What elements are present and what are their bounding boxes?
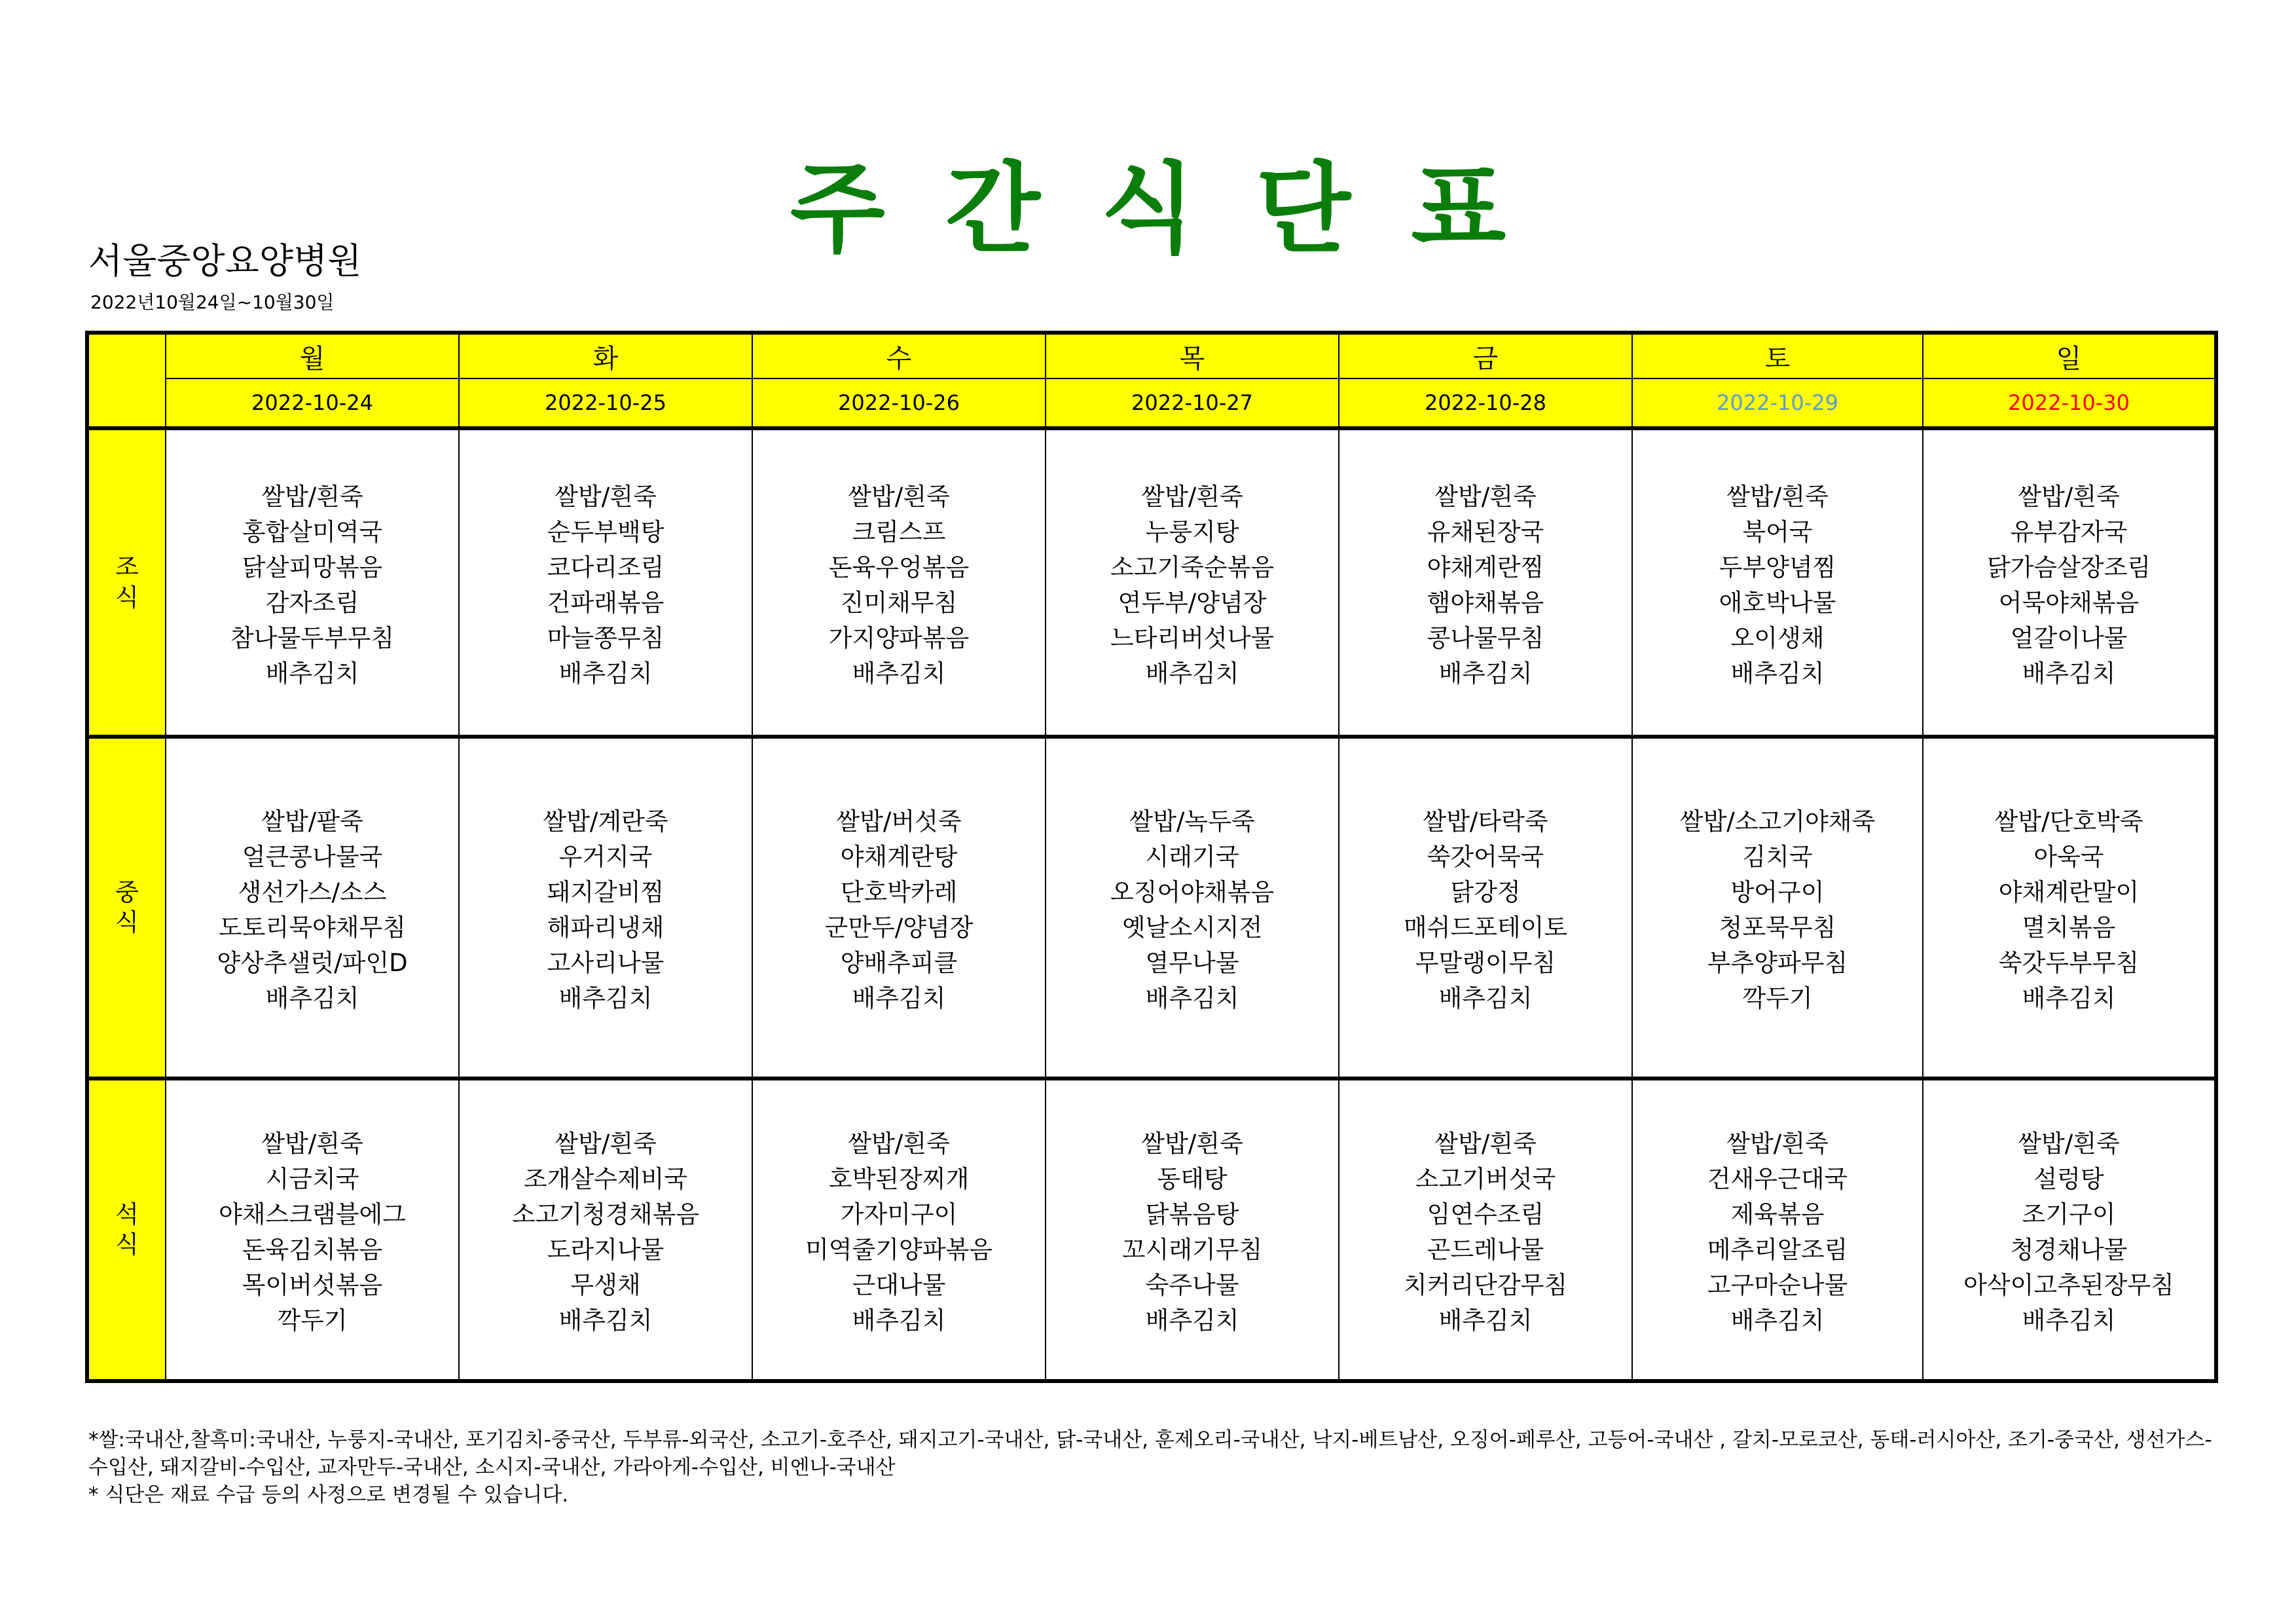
menu-item: 마늘쫑무침 xyxy=(547,623,665,652)
menu-item: 곤드레나물 xyxy=(1427,1236,1544,1264)
menu-item: 고사리나물 xyxy=(547,949,665,977)
menu-item: 근대나물 xyxy=(852,1271,946,1299)
menu-item: 야채계란탕 xyxy=(840,843,958,871)
menu-item: 쌀밥/흰죽 xyxy=(1726,1130,1829,1158)
menu-item: 쌀밥/흰죽 xyxy=(1141,482,1243,511)
menu-item: 쌀밥/팥죽 xyxy=(261,807,363,836)
menu-item: 도토리묵야채무침 xyxy=(219,913,406,942)
lunch-mon-cell xyxy=(166,737,459,1079)
menu-item: 청포묵무침 xyxy=(1719,913,1836,942)
menu-period: 2022년10월24일~10월30일 xyxy=(90,291,335,313)
day-header-row xyxy=(87,333,2216,378)
menu-item: 유부감자국 xyxy=(2010,517,2128,546)
menu-item: 배추김치 xyxy=(265,984,359,1012)
menu-item: 청경채나물 xyxy=(2010,1236,2128,1264)
menu-item: 쌀밥/소고기야채죽 xyxy=(1679,807,1876,836)
footnotes xyxy=(88,1426,2216,1509)
menu-item: 설렁탕 xyxy=(2033,1165,2104,1193)
date-thu: 2022-10-27 xyxy=(1046,378,1339,428)
menu-item: 쑥갓두부무침 xyxy=(1998,949,2140,977)
menu-item: 쑥갓어묵국 xyxy=(1427,843,1544,871)
menu-item: 호박된장찌개 xyxy=(828,1165,970,1193)
date-sun: 2022-10-30 xyxy=(1923,378,2216,428)
breakfast-sun-cell xyxy=(1923,428,2216,737)
day-header-sat: 토 xyxy=(1632,333,1923,378)
lunch-tue-cell xyxy=(459,737,752,1079)
menu-item: 미역줄기양파볶음 xyxy=(805,1236,993,1264)
menu-item: 배추김치 xyxy=(2022,659,2116,688)
menu-item: 제육볶음 xyxy=(1730,1200,1825,1228)
dinner-thu-cell xyxy=(1046,1079,1339,1381)
dinner-fri-cell xyxy=(1339,1079,1632,1381)
menu-item: 크림스프 xyxy=(852,517,946,546)
menu-item: 쌀밥/흰죽 xyxy=(1141,1130,1243,1158)
menu-item: 치커리단감무침 xyxy=(1403,1271,1568,1299)
menu-item: 닭살피망볶음 xyxy=(242,553,383,581)
menu-item: 진미채무침 xyxy=(840,588,958,617)
weekly-menu-table xyxy=(85,331,2218,1383)
menu-item: 배추김치 xyxy=(1145,1306,1239,1335)
menu-item: 깍두기 xyxy=(277,1306,348,1335)
menu-item: 닭가슴살장조림 xyxy=(1986,553,2151,581)
dinner-mon-cell xyxy=(166,1079,459,1381)
menu-item: 쌀밥/흰죽 xyxy=(2018,1130,2120,1158)
menu-item: 두부양념찜 xyxy=(1719,553,1836,581)
menu-item: 쌀밥/흰죽 xyxy=(1434,482,1537,511)
menu-item: 무생채 xyxy=(570,1271,641,1299)
lunch-wed-cell xyxy=(752,737,1046,1079)
menu-item: 가자미구이 xyxy=(840,1200,958,1228)
menu-item: 유채된장국 xyxy=(1427,517,1544,546)
menu-item: 오이생채 xyxy=(1730,623,1825,652)
breakfast-label xyxy=(87,428,166,737)
dinner-sat-cell xyxy=(1632,1079,1923,1381)
menu-item: 쌀밥/흰죽 xyxy=(848,482,950,511)
date-mon: 2022-10-24 xyxy=(166,378,459,428)
menu-item: 무말랭이무침 xyxy=(1415,949,1556,977)
menu-item: 도라지나물 xyxy=(547,1236,665,1264)
menu-item: 쌀밥/흰죽 xyxy=(555,482,657,511)
date-tue: 2022-10-25 xyxy=(459,378,752,428)
breakfast-label-char: 식 xyxy=(115,583,139,612)
day-header-tue: 화 xyxy=(459,333,752,378)
menu-item: 어묵야채볶음 xyxy=(1998,588,2140,617)
menu-item: 돼지갈비찜 xyxy=(547,878,665,906)
menu-item: 우거지국 xyxy=(558,843,653,871)
menu-item: 아삭이고추된장무침 xyxy=(1963,1271,2174,1299)
date-header-row xyxy=(87,378,2216,428)
menu-item: 멸치볶음 xyxy=(2022,913,2116,942)
menu-item: 배추김치 xyxy=(2022,1306,2116,1335)
menu-item: 건새우근대국 xyxy=(1707,1165,1848,1193)
menu-item: 배추김치 xyxy=(2022,984,2116,1012)
menu-item: 시금치국 xyxy=(265,1165,359,1193)
menu-item: 배추김치 xyxy=(1438,1306,1533,1335)
dinner-label xyxy=(87,1079,166,1381)
menu-item: 배추김치 xyxy=(852,659,946,688)
lunch-sat-cell xyxy=(1632,737,1923,1079)
menu-item: 꼬시래기무침 xyxy=(1121,1236,1263,1264)
menu-item: 열무나물 xyxy=(1145,949,1239,977)
breakfast-wed-cell xyxy=(752,428,1046,737)
origin-note: *쌀:국내산,찰흑미:국내산, 누룽지-국내산, 포기김치-중국산, 두부류-외국산, 소고기-호주산, 돼지고기-국내산, 닭-국내산, 훈제오리-국내산, 낙지-베트남산, 오징어-페루산, 고등어-국내산 , 갈치-모로코산, 동태-러시아산, 조기-중국산, 생선가스-수입산, 돼지갈비-수입산, 교자만두-국내산, 소시지-국내산, 가라아게-수입산, 비엔나-국내산 xyxy=(88,1428,2212,1479)
menu-item: 순두부백탕 xyxy=(547,517,665,546)
menu-item: 코다리조림 xyxy=(547,553,665,581)
date-sat: 2022-10-29 xyxy=(1632,378,1923,428)
menu-item: 배추김치 xyxy=(1438,984,1533,1012)
menu-item: 배추김치 xyxy=(558,1306,653,1335)
menu-item: 감자조림 xyxy=(265,588,359,617)
menu-item: 방어구이 xyxy=(1730,878,1825,906)
corner-cell xyxy=(87,333,166,428)
menu-item: 조기구이 xyxy=(2022,1200,2116,1228)
menu-item: 숙주나물 xyxy=(1145,1271,1239,1299)
menu-item: 야채계란말이 xyxy=(1998,878,2140,906)
menu-item: 배추김치 xyxy=(558,984,653,1012)
menu-item: 쌀밥/흰죽 xyxy=(2018,482,2120,511)
day-header-wed: 수 xyxy=(752,333,1046,378)
menu-item: 콩나물무침 xyxy=(1427,623,1544,652)
menu-item: 쌀밥/흰죽 xyxy=(261,482,363,511)
menu-item: 생선가스/소스 xyxy=(238,878,387,906)
menu-item: 메추리알조림 xyxy=(1707,1236,1848,1264)
menu-item: 소고기청경채볶음 xyxy=(512,1200,699,1228)
menu-item: 닭볶음탕 xyxy=(1145,1200,1239,1228)
menu-item: 소고기버섯국 xyxy=(1415,1165,1556,1193)
menu-item: 해파리냉채 xyxy=(547,913,665,942)
menu-item: 고구마순나물 xyxy=(1707,1271,1848,1299)
menu-item: 소고기죽순볶음 xyxy=(1110,553,1275,581)
menu-item: 시래기국 xyxy=(1145,843,1239,871)
lunch-label xyxy=(87,737,166,1079)
menu-item: 느타리버섯나물 xyxy=(1110,623,1275,652)
menu-item: 쌀밥/흰죽 xyxy=(555,1130,657,1158)
menu-item: 목이버섯볶음 xyxy=(242,1271,383,1299)
menu-item: 배추김치 xyxy=(1730,659,1825,688)
menu-item: 쌀밥/타락죽 xyxy=(1423,807,1548,836)
menu-item: 조개살수제비국 xyxy=(523,1165,688,1193)
menu-item: 누룽지탕 xyxy=(1145,517,1239,546)
menu-item: 군만두/양념장 xyxy=(824,913,974,942)
breakfast-label-char: 조 xyxy=(115,553,139,581)
menu-item: 양상추샐럿/파인D xyxy=(217,949,408,977)
hospital-name: 서울중앙요양병원 xyxy=(88,240,362,282)
lunch-label-char: 중 xyxy=(115,877,139,906)
menu-item: 얼갈이나물 xyxy=(2010,623,2128,652)
lunch-row xyxy=(87,737,2216,1079)
breakfast-sat-cell xyxy=(1632,428,1923,737)
menu-item: 배추김치 xyxy=(852,984,946,1012)
menu-item: 부추양파무침 xyxy=(1707,949,1848,977)
breakfast-row xyxy=(87,428,2216,737)
menu-item: 쌀밥/흰죽 xyxy=(848,1130,950,1158)
menu-item: 햄야채볶음 xyxy=(1427,588,1544,617)
menu-item: 참나물두부무침 xyxy=(230,623,395,652)
breakfast-fri-cell xyxy=(1339,428,1632,737)
menu-item: 배추김치 xyxy=(1145,659,1239,688)
menu-item: 홍합살미역국 xyxy=(242,517,383,546)
menu-item: 매쉬드포테이토 xyxy=(1403,913,1568,942)
menu-item: 단호박카레 xyxy=(840,878,958,906)
dinner-sun-cell xyxy=(1923,1079,2216,1381)
menu-item: 쌀밥/흰죽 xyxy=(261,1130,363,1158)
menu-item: 북어국 xyxy=(1742,517,1813,546)
dinner-wed-cell xyxy=(752,1079,1046,1381)
menu-item: 배추김치 xyxy=(852,1306,946,1335)
day-header-mon: 월 xyxy=(166,333,459,378)
dinner-label-char: 석 xyxy=(115,1200,139,1228)
menu-item: 쌀밥/계란죽 xyxy=(543,807,668,836)
menu-item: 배추김치 xyxy=(1438,659,1533,688)
menu-item: 깍두기 xyxy=(1742,984,1813,1012)
menu-item: 쌀밥/흰죽 xyxy=(1434,1130,1537,1158)
menu-item: 닭강정 xyxy=(1450,878,1521,906)
menu-item: 아욱국 xyxy=(2033,843,2104,871)
day-header-thu: 목 xyxy=(1046,333,1339,378)
menu-item: 배추김치 xyxy=(265,659,359,688)
menu-item: 쌀밥/녹두죽 xyxy=(1129,807,1255,836)
menu-item: 돈육우엉볶음 xyxy=(828,553,970,581)
menu-item: 배추김치 xyxy=(1145,984,1239,1012)
menu-item: 임연수조림 xyxy=(1427,1200,1544,1228)
menu-item: 옛날소시지전 xyxy=(1121,913,1263,942)
menu-item: 가지양파볶음 xyxy=(828,623,970,652)
menu-item: 건파래볶음 xyxy=(547,588,665,617)
menu-item: 쌀밥/단호박죽 xyxy=(1994,807,2143,836)
menu-item: 양배추피클 xyxy=(840,949,958,977)
change-note: * 식단은 재료 수급 등의 사정으로 변경될 수 있습니다. xyxy=(88,1483,569,1507)
menu-item: 연두부/양념장 xyxy=(1118,588,1267,617)
menu-item: 야채스크램블에그 xyxy=(219,1200,406,1228)
menu-item: 배추김치 xyxy=(558,659,653,688)
menu-item: 얼큰콩나물국 xyxy=(242,843,383,871)
lunch-fri-cell xyxy=(1339,737,1632,1079)
menu-item: 돈육김치볶음 xyxy=(242,1236,383,1264)
meal-rows xyxy=(87,428,2216,1381)
lunch-label-char: 식 xyxy=(115,908,139,936)
date-wed: 2022-10-26 xyxy=(752,378,1046,428)
lunch-thu-cell xyxy=(1046,737,1339,1079)
breakfast-tue-cell xyxy=(459,428,752,737)
menu-item: 동태탕 xyxy=(1157,1165,1228,1193)
menu-item: 배추김치 xyxy=(1730,1306,1825,1335)
page-title: 주 간 식 단 표 xyxy=(790,153,1506,267)
day-header-fri: 금 xyxy=(1339,333,1632,378)
menu-item: 쌀밥/버섯죽 xyxy=(836,807,962,836)
menu-item: 애호박나물 xyxy=(1719,588,1836,617)
dinner-label-char: 식 xyxy=(115,1230,139,1259)
dinner-tue-cell xyxy=(459,1079,752,1381)
menu-item: 쌀밥/흰죽 xyxy=(1726,482,1829,511)
menu-item: 야채계란찜 xyxy=(1427,553,1544,581)
dinner-row xyxy=(87,1079,2216,1381)
day-header-sun: 일 xyxy=(1923,333,2216,378)
date-fri: 2022-10-28 xyxy=(1339,378,1632,428)
menu-item: 김치국 xyxy=(1742,843,1813,871)
menu-item: 오징어야채볶음 xyxy=(1110,878,1275,906)
breakfast-mon-cell xyxy=(166,428,459,737)
lunch-sun-cell xyxy=(1923,737,2216,1079)
breakfast-thu-cell xyxy=(1046,428,1339,737)
